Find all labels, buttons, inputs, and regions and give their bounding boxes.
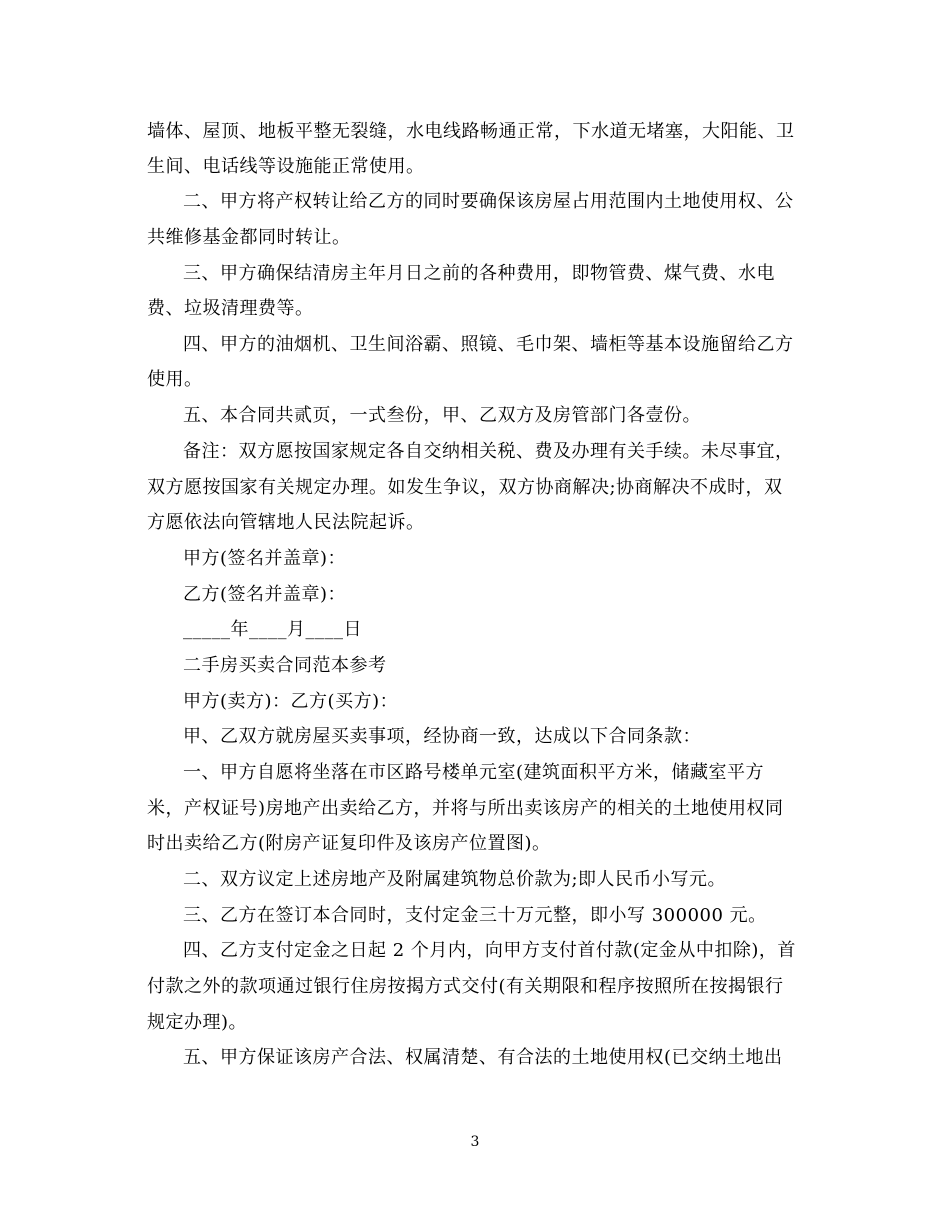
text-line: 费、垃圾清理费等。	[147, 298, 314, 319]
text-line: 二、双方议定上述房地产及附属建筑物总价款为;即人民币小写元。	[183, 869, 727, 890]
text-line: 双方愿按国家有关规定办理。如发生争议，双方协商解决;协商解决不成时，双	[147, 477, 783, 498]
text-line: 付款之外的款项通过银行住房按揭方式交付(有关期限和程序按照所在按揭银行	[147, 976, 784, 997]
text-line: 甲、乙双方就房屋买卖事项，经协商一致，达成以下合同条款：	[183, 726, 701, 747]
text-line: 使用。	[147, 369, 203, 390]
text-line: 乙方(签名并盖章)：	[183, 584, 347, 605]
text-line: 时出卖给乙方(附房产证复印件及该房产位置图)。	[147, 833, 551, 854]
text-line: 甲方(卖方)：乙方(买方)：	[183, 691, 399, 712]
text-line: 甲方(签名并盖章)：	[183, 548, 347, 569]
text-line: 四、甲方的油烟机、卫生间浴霸、照镜、毛巾架、墙柜等基本设施留给乙方	[183, 334, 794, 355]
text-line: 规定办理)。	[147, 1012, 248, 1033]
text-line: 五、甲方保证该房产合法、权属清楚、有合法的土地使用权(已交纳土地出	[183, 1047, 783, 1068]
text-line: 备注：双方愿按国家规定各自交纳相关税、费及办理有关手续。未尽事宜，	[183, 441, 794, 462]
text-line: 五、本合同共贰页，一式叁份，甲、乙双方及房管部门各壹份。	[183, 405, 701, 426]
date-line: _____年____月____日	[183, 619, 362, 640]
text-line: 生间、电话线等设施能正常使用。	[147, 156, 425, 177]
page-number: 3	[470, 1134, 480, 1150]
text-line: 四、乙方支付定金之日起 2 个月内，向甲方支付首付款(定金从中扣除)，首	[183, 940, 796, 961]
text-line: 一、甲方自愿将坐落在市区路号楼单元室(建筑面积平方米，储藏室平方	[183, 762, 765, 783]
text-line: 墙体、屋顶、地板平整无裂缝，水电线路畅通正常，下水道无堵塞，大阳能、卫	[147, 121, 795, 142]
text-line: 米，产权证号)房地产出卖给乙方，并将与所出卖该房产的相关的土地使用权同	[147, 798, 784, 819]
text-line: 二、甲方将产权转让给乙方的同时要确保该房屋占用范围内土地使用权、公	[183, 191, 794, 212]
text-line: 三、甲方确保结清房主年月日之前的各种费用，即物管费、煤气费、水电	[183, 263, 775, 284]
text-line: 三、乙方在签订本合同时，支付定金三十万元整，即小写 300000 元。	[183, 905, 767, 926]
text-line: 共维修基金都同时转让。	[147, 227, 351, 248]
text-line: 方愿依法向管辖地人民法院起诉。	[147, 512, 425, 533]
section-title: 二手房买卖合同范本参考	[183, 655, 387, 676]
